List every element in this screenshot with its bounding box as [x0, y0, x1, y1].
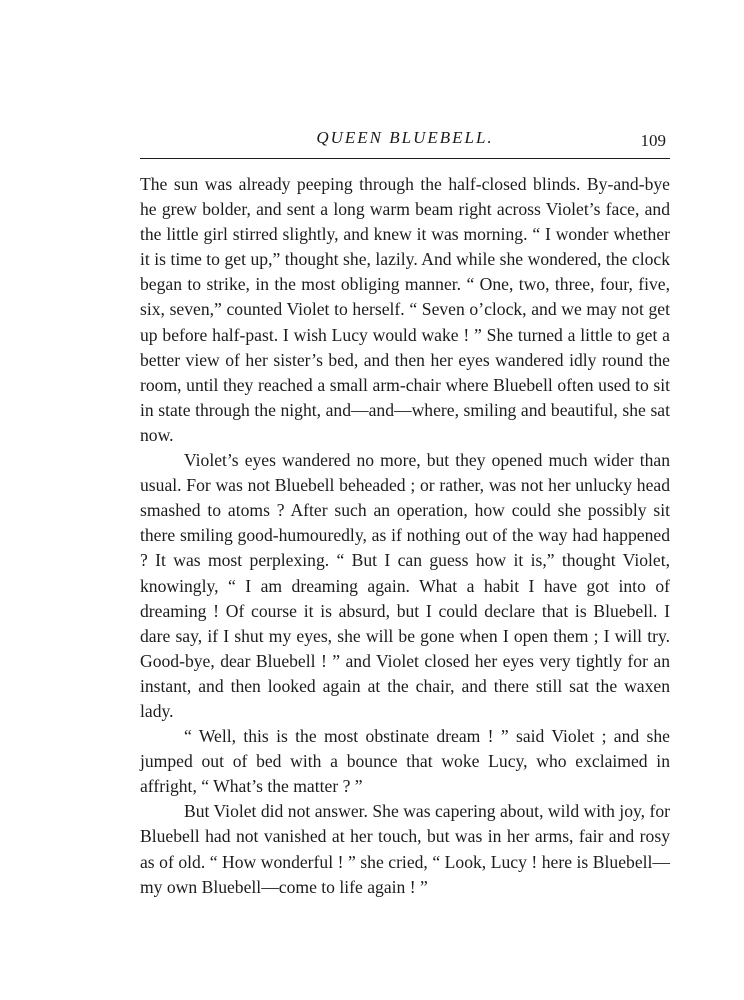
running-title: QUEEN BLUEBELL. [316, 128, 494, 147]
paragraph-4: But Violet did not answer. She was capering about, wild with joy, for Bluebell had not vanished at her touch, but was in her arms, fair and rosy as of old. “ How wonderful ! ” she cried, “ Look, Lucy ! here is Bluebell—my own Bluebell—come to life again ! ” [140, 801, 670, 897]
paragraph-1: The sun was already peeping through the half-closed blinds. By-and-bye he grew bolder, and sent a long warm beam right across Violet’s face, and the little girl stirred slightly, and knew it was morning. “ I wonder whether it is time to get up,” thought she, lazily. And while she wondered, the clock began to strike, in the most obliging manner. “ One, two, three, four, five, six, seven,” counted Violet to herself. “ Seven o’clock, and we may not get up before half-past. I wish Lucy would wake ! ” She turned a little to get a better view of her sister’s bed, and then her eyes wandered idly round the room, until they reached a small arm-chair where Bluebell often used to sit in state through the night, and—and—where, smiling and beautiful, she sat now. [140, 174, 670, 445]
page-number: 109 [640, 131, 666, 150]
paragraph-2: Violet’s eyes wandered no more, but they opened much wider than usual. For was not Bluebell beheaded ; or rather, was not her unlucky head smashed to atoms ? After such an operation, how could she possibly sit there smiling good-humouredly, as if nothing out of the way had happened ? It was most perplexing. “ But I can guess how it is,” thought Violet, knowingly, “ I am dreaming again. What a habit I have got into of dreaming ! Of course it is absurd, but I could declare that is Bluebell. I dare say, if I shut my eyes, she will be gone when I open them ; I will try. Good-bye, dear Bluebell ! ” and Violet closed her eyes very tightly for an instant, and then looked again at the chair, and there still sat the waxen lady. [140, 450, 670, 721]
header-rule [140, 158, 670, 159]
running-head [140, 128, 670, 158]
body-text [140, 172, 670, 900]
paragraph-3: “ Well, this is the most obstinate dream ! ” said Violet ; and she jumped out of bed with a bounce that woke Lucy, who exclaimed in affright, “ What’s the matter ? ” [140, 726, 670, 797]
